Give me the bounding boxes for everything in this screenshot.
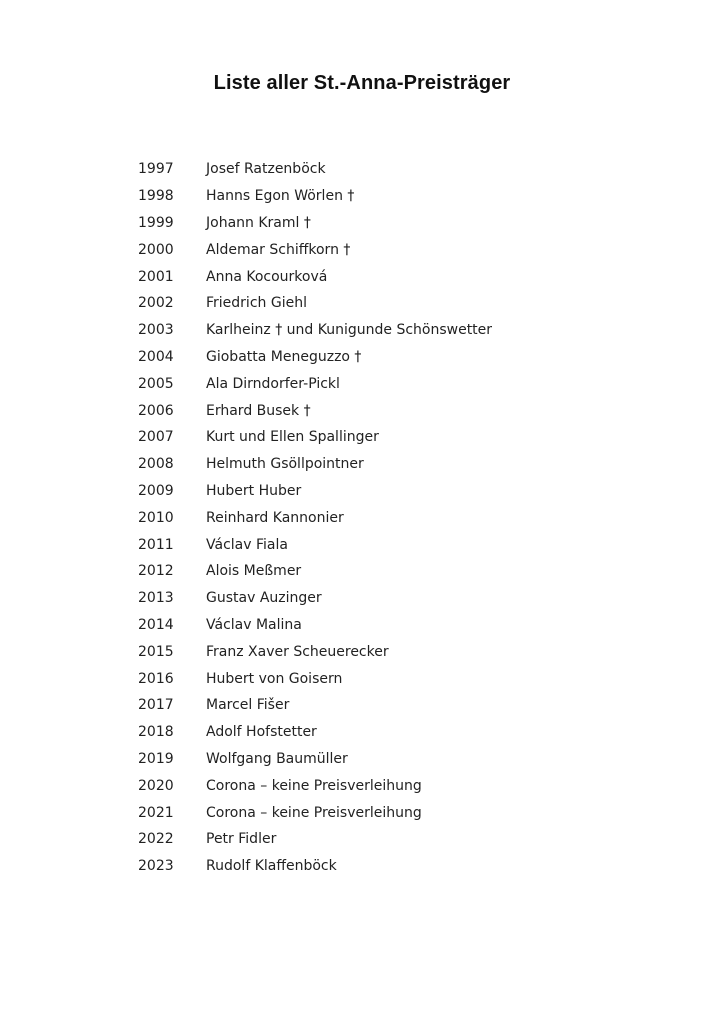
list-item xyxy=(138,585,492,612)
list-item xyxy=(138,853,492,880)
list-item xyxy=(138,156,492,183)
entry-name: Václav Malina xyxy=(206,616,302,633)
list-item xyxy=(138,317,492,344)
entry-name: Friedrich Giehl xyxy=(206,295,307,312)
entry-year: 2009 xyxy=(138,482,174,499)
list-item xyxy=(138,692,492,719)
entry-year: 2007 xyxy=(138,429,174,446)
list-item xyxy=(138,772,492,799)
entry-name: Ala Dirndorfer-Pickl xyxy=(206,375,340,392)
entry-year: 2021 xyxy=(138,804,174,821)
list-item xyxy=(138,397,492,424)
entry-year: 2018 xyxy=(138,724,174,741)
list-item xyxy=(138,719,492,746)
entry-name: Helmuth Gsöllpointner xyxy=(206,456,364,473)
list-item xyxy=(138,665,492,692)
entry-year: 1998 xyxy=(138,188,174,205)
entry-name: Corona – keine Preisverleihung xyxy=(206,777,422,794)
entry-year: 2002 xyxy=(138,295,174,312)
list-item xyxy=(138,612,492,639)
entry-year: 2010 xyxy=(138,509,174,526)
list-item xyxy=(138,478,492,505)
entry-year: 2005 xyxy=(138,375,174,392)
list-item xyxy=(138,344,492,371)
entry-name: Gustav Auzinger xyxy=(206,590,322,607)
entry-name: Hanns Egon Wörlen † xyxy=(206,188,355,205)
entry-year: 2014 xyxy=(138,616,174,633)
entry-name: Johann Kraml † xyxy=(206,214,311,231)
list-item xyxy=(138,531,492,558)
entry-name: Erhard Busek † xyxy=(206,402,311,419)
list-item xyxy=(138,638,492,665)
list-item xyxy=(138,799,492,826)
entry-name: Petr Fidler xyxy=(206,831,277,848)
entry-year: 2012 xyxy=(138,563,174,580)
entry-year: 2004 xyxy=(138,348,174,365)
entry-name: Václav Fiala xyxy=(206,536,288,553)
entry-name: Josef Ratzenböck xyxy=(206,161,326,178)
list-item xyxy=(138,746,492,773)
entry-name: Wolfgang Baumüller xyxy=(206,750,348,767)
list-item xyxy=(138,370,492,397)
entry-year: 2011 xyxy=(138,536,174,553)
entry-year: 2015 xyxy=(138,643,174,660)
entry-name: Alois Meßmer xyxy=(206,563,302,580)
list-item xyxy=(138,826,492,853)
page-title: Liste aller St.-Anna-Preisträger xyxy=(213,72,511,94)
list-item xyxy=(138,424,492,451)
entry-year: 2003 xyxy=(138,322,174,339)
entry-year: 2008 xyxy=(138,456,174,473)
entry-year: 2001 xyxy=(138,268,174,285)
entry-year: 1997 xyxy=(138,161,174,178)
list-item xyxy=(138,210,492,237)
entry-year: 2013 xyxy=(138,590,174,607)
entry-name: Hubert von Goisern xyxy=(206,670,343,687)
list-item xyxy=(138,290,492,317)
entry-year: 2022 xyxy=(138,831,174,848)
entry-year: 2019 xyxy=(138,750,174,767)
entry-name: Anna Kocourková xyxy=(206,268,328,285)
entry-name: Rudolf Klaffenböck xyxy=(206,858,337,875)
entry-name: Adolf Hofstetter xyxy=(206,724,317,741)
entry-name: Aldemar Schiffkorn † xyxy=(206,241,351,258)
entry-name: Franz Xaver Scheuerecker xyxy=(206,643,389,660)
list-item xyxy=(138,451,492,478)
entry-year: 2006 xyxy=(138,402,174,419)
list-item xyxy=(138,183,492,210)
entry-name: Kurt und Ellen Spallinger xyxy=(206,429,379,446)
entry-year: 2016 xyxy=(138,670,174,687)
entry-name: Reinhard Kannonier xyxy=(206,509,344,526)
entry-name: Karlheinz † und Kunigunde Schönswetter xyxy=(206,322,493,339)
entry-year: 2020 xyxy=(138,777,174,794)
list-item xyxy=(138,236,492,263)
entry-year: 1999 xyxy=(138,214,174,231)
entry-name: Marcel Fišer xyxy=(206,697,290,714)
list-item xyxy=(138,504,492,531)
list-item xyxy=(138,558,492,585)
entry-name: Corona – keine Preisverleihung xyxy=(206,804,422,821)
entry-name: Giobatta Meneguzzo † xyxy=(206,348,362,365)
award-winner-list xyxy=(138,156,492,880)
entry-year: 2023 xyxy=(138,858,174,875)
entry-year: 2017 xyxy=(138,697,174,714)
entry-name: Hubert Huber xyxy=(206,482,302,499)
list-item xyxy=(138,263,492,290)
entry-year: 2000 xyxy=(138,241,174,258)
